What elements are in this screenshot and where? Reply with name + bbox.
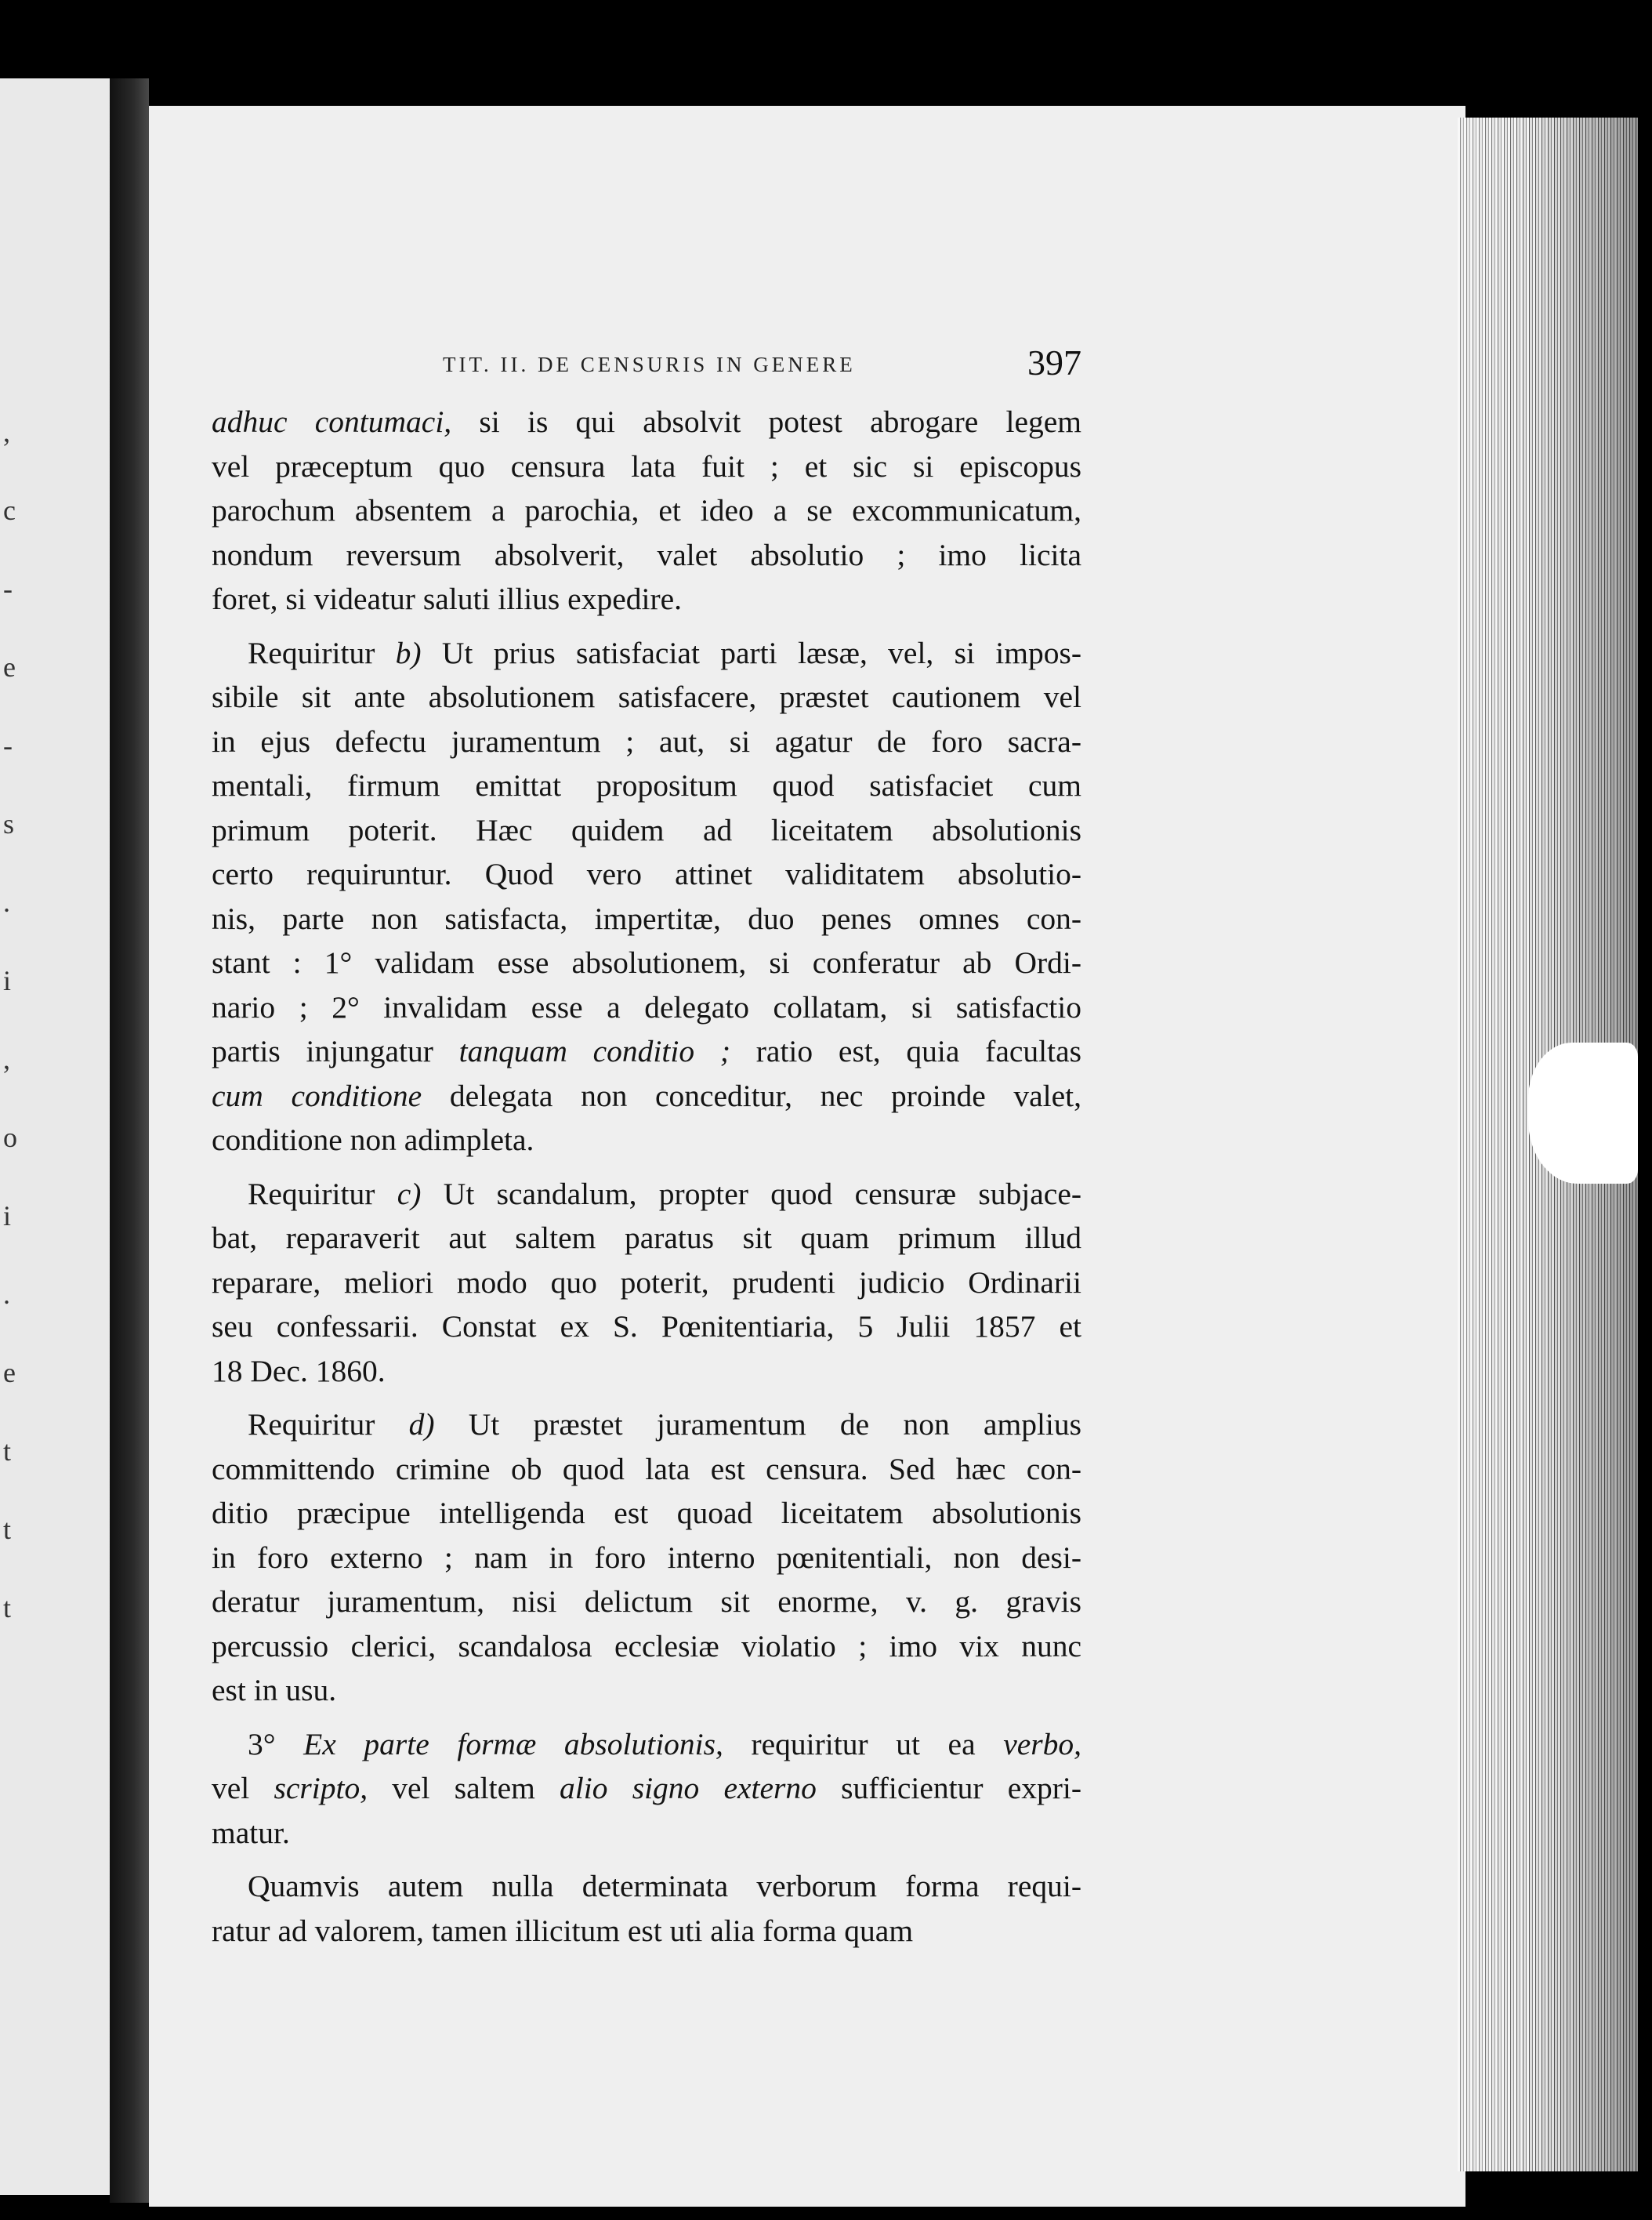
running-title: TIT. II. DE CENSURIS IN GENERE [443, 353, 856, 376]
text-segment: primum poterit. Hæc quidem ad liceitatem absolutionis [212, 812, 1081, 847]
text-segment: ratur ad valorem, tamen illicitum est uti alia forma quam [212, 1913, 914, 1948]
italic-phrase: tanquam conditio ; [458, 1034, 731, 1068]
text-line [212, 488, 1081, 533]
left-page-fragments [0, 78, 24, 2195]
text-line [212, 533, 1081, 578]
running-head [212, 337, 1081, 400]
text-line [212, 1304, 1081, 1349]
text-segment: ratio est, quia facultas [730, 1034, 1082, 1068]
text-line [212, 1491, 1081, 1536]
fore-edge-tab [1528, 1043, 1638, 1184]
text-segment: vel saltem [368, 1771, 560, 1805]
text-segment: percussio clerici, scandalosa ecclesiæ violatio ; imo vix nunc [212, 1628, 1081, 1663]
text-segment: sibile sit ante absolutionem satisfacere, præstet cautionem vel [212, 680, 1081, 714]
text-segment: 3° [248, 1726, 304, 1761]
text-line [212, 897, 1081, 941]
left-page-glyph: , [3, 416, 10, 448]
text-line [212, 808, 1081, 853]
text-segment: seu confessarii. Constat ex S. Pœnitentiaria, 5 Julii 1857 et [212, 1309, 1081, 1344]
text-segment: sufficientur expri- [816, 1771, 1082, 1805]
text-line [212, 1668, 1081, 1713]
text-segment: ditio præcipue intelligenda est quoad liceitatem absolutionis [212, 1496, 1081, 1530]
paragraph [212, 1722, 1081, 1855]
text-segment: bat, reparaverit aut saltem paratus sit quam primum illud [212, 1221, 1081, 1255]
left-page-glyph: e [3, 1357, 16, 1388]
text-segment: stant : 1° validam esse absolutionem, si conferatur ab Ordi- [212, 945, 1081, 980]
text-block [212, 337, 1081, 1962]
text-line [212, 985, 1081, 1030]
text-segment: Requiritur [248, 635, 396, 670]
book-gutter [110, 78, 149, 2203]
text-segment: partis injungatur [212, 1034, 459, 1068]
text-line [212, 720, 1081, 764]
left-page-glyph: s [3, 808, 15, 840]
text-segment: est in usu. [212, 1673, 337, 1707]
left-page-glyph: i [3, 965, 12, 996]
text-line [212, 1811, 1081, 1855]
left-page-glyph: t [3, 1435, 12, 1467]
left-page-glyph: , [3, 1043, 10, 1075]
text-segment: vel [212, 1771, 274, 1805]
italic-phrase: scripto, [274, 1771, 368, 1805]
left-page-glyph: . [3, 1279, 10, 1310]
text-segment: vel præceptum quo censura lata fuit ; et sic si episcopus [212, 448, 1081, 484]
text-line [212, 577, 1081, 622]
left-page-edge [0, 78, 110, 2195]
text-segment: nis, parte non satisfacta, impertitæ, duo penes omnes con- [212, 901, 1081, 936]
text-line [212, 1722, 1081, 1767]
text-line [212, 1216, 1081, 1261]
text-line [212, 1624, 1081, 1669]
text-line [212, 1864, 1081, 1909]
text-segment: requiritur ut ea [723, 1726, 1004, 1761]
text-line [212, 675, 1081, 720]
left-page-glyph: t [3, 1514, 12, 1545]
text-segment: matur. [212, 1815, 290, 1850]
text-line [212, 764, 1081, 808]
text-segment: foret, si videatur saluti illius expedire. [212, 582, 683, 616]
text-line [212, 631, 1081, 676]
left-page-glyph: i [3, 1200, 12, 1232]
italic-phrase: b) [395, 635, 422, 670]
text-line [212, 1536, 1081, 1580]
text-line [212, 1909, 1081, 1953]
italic-phrase: alio signo externo [560, 1771, 817, 1805]
text-segment: si is qui absolvit potest abrogare legem [451, 404, 1081, 439]
text-segment: certo requiruntur. Quod vero attinet validitatem absolutio- [212, 857, 1081, 891]
paragraph [212, 631, 1081, 1163]
text-segment: reparare, meliori modo quo poterit, prudenti judicio Ordinarii [212, 1264, 1081, 1300]
italic-phrase: verbo, [1003, 1726, 1081, 1761]
text-segment: mentali, firmum emittat propositum quod satisfaciet cum [212, 768, 1081, 803]
italic-phrase: adhuc contumaci, [212, 404, 452, 439]
italic-phrase: cum conditione [212, 1078, 422, 1113]
left-page-glyph: o [3, 1122, 17, 1153]
left-page-glyph: e [3, 651, 16, 683]
text-segment: Quamvis autem nulla determinata verborum forma requi- [248, 1869, 1081, 1903]
text-segment: nario ; 2° invalidam esse a delegato collatam, si satisfactio [212, 989, 1081, 1025]
italic-phrase: c) [397, 1176, 422, 1211]
italic-phrase: d) [408, 1407, 435, 1442]
text-segment: parochum absentem a parochia, et ideo a se excommunicatum, [212, 493, 1081, 528]
text-segment: conditione non adimpleta. [212, 1123, 534, 1157]
text-segment: Ut prius satisfaciat parti læsæ, vel, si impos- [421, 635, 1081, 670]
text-line [212, 444, 1081, 489]
text-line [212, 852, 1081, 897]
paragraph [212, 400, 1081, 622]
left-page-glyph: - [3, 730, 13, 761]
text-segment: Requiritur [248, 1176, 397, 1211]
text-line [212, 400, 1081, 444]
text-line [212, 1172, 1081, 1217]
paragraph [212, 1172, 1081, 1394]
text-segment: 18 Dec. 1860. [212, 1353, 386, 1388]
left-page-glyph: t [3, 1592, 12, 1623]
text-line [212, 1349, 1081, 1394]
left-page-glyph: c [3, 495, 16, 526]
text-segment: in ejus defectu juramentum ; aut, si agatur de foro sacra- [212, 724, 1081, 759]
paragraph [212, 1864, 1081, 1953]
paragraph [212, 1402, 1081, 1713]
body-text [212, 400, 1081, 1953]
text-line [212, 1580, 1081, 1624]
text-line [212, 1402, 1081, 1447]
page-number: 397 [1027, 343, 1081, 383]
text-line [212, 1447, 1081, 1492]
text-line [212, 1261, 1081, 1305]
text-segment: delegata non conceditur, nec proinde valet, [422, 1078, 1082, 1113]
text-segment: in foro externo ; nam in foro interno pœnitentiali, non desi- [212, 1540, 1081, 1575]
text-line [212, 941, 1081, 985]
text-line [212, 1074, 1081, 1119]
italic-phrase: Ex parte formæ absolutionis, [303, 1726, 723, 1761]
text-segment: Requiritur [248, 1407, 409, 1442]
text-segment: Ut scandalum, propter quod censuræ subjace- [421, 1176, 1082, 1211]
text-line [212, 1118, 1081, 1163]
left-page-glyph: - [3, 573, 13, 604]
text-segment: nondum reversum absolverit, valet absolutio ; imo licita [212, 537, 1081, 572]
text-line [212, 1029, 1081, 1074]
left-page-glyph: . [3, 887, 10, 918]
text-segment: committendo crimine ob quod lata est censura. Sed hæc con- [212, 1451, 1081, 1486]
text-line [212, 1766, 1081, 1811]
text-segment: Ut præstet juramentum de non amplius [434, 1407, 1082, 1442]
text-segment: deratur juramentum, nisi delictum sit enorme, v. g. gravis [212, 1584, 1081, 1619]
